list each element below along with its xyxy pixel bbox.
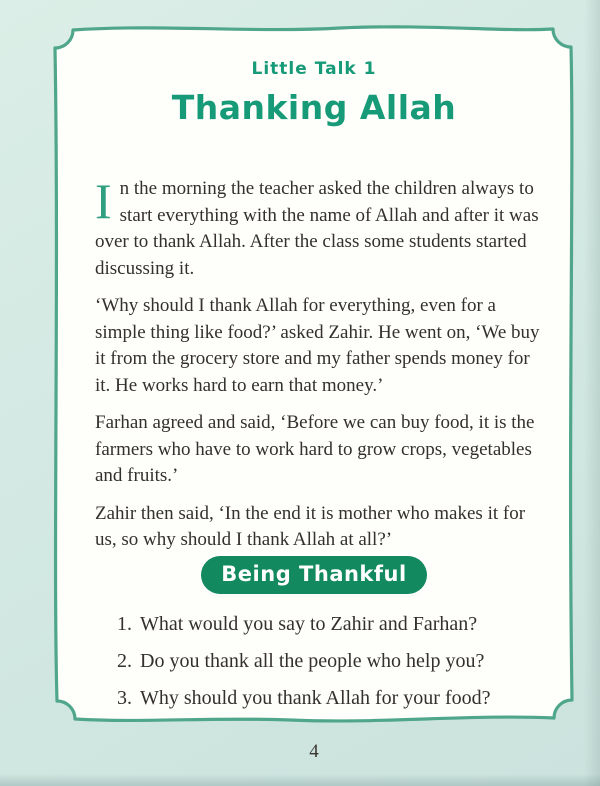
page-title: Thanking Allah [171,88,457,127]
story-paragraph-1 [95,173,547,282]
story-paragraph-3: Farhan agreed and said, ‘Before we can buy food, it is the farmers who have to work hard to grow crops, vegetables and fruits.’ [95,412,535,486]
question-number: 3. [117,687,132,709]
question-item-3 [117,686,547,710]
drop-cap: I [95,173,112,229]
question-text: What would you say to Zahir and Farhan? [140,613,478,635]
question-number: 1. [117,613,132,635]
story-paragraph-4: Zahir then said, ‘In the end it is mother who makes it for us, so why should I thank Allah at all?’ [95,502,526,550]
section-badge-row [55,556,573,594]
paragraph-text: n the morning the teacher asked the children always to start everything with the name of Allah and after it was over to thank Allah. After the class some students started discussing it. [95,178,539,279]
story-paragraph-2: ‘Why should I thank Allah for everything, even for a simple thing like food?’ asked Zahir. He went on, ‘We buy it from the grocery store and my father spends money for it. He works hard to earn that money.’ [95,295,540,396]
question-text: Why should you thank Allah for your food? [140,687,491,709]
section-badge: Being Thankful [201,556,426,594]
discussion-questions [117,612,547,723]
question-item-1 [117,612,547,636]
lesson-kicker: Little Talk 1 [251,59,377,79]
story-text [95,173,547,565]
page-number: 4 [309,741,319,762]
question-text: Do you thank all the people who help you? [140,650,485,672]
question-item-2 [117,649,547,673]
question-number: 2. [117,650,132,672]
